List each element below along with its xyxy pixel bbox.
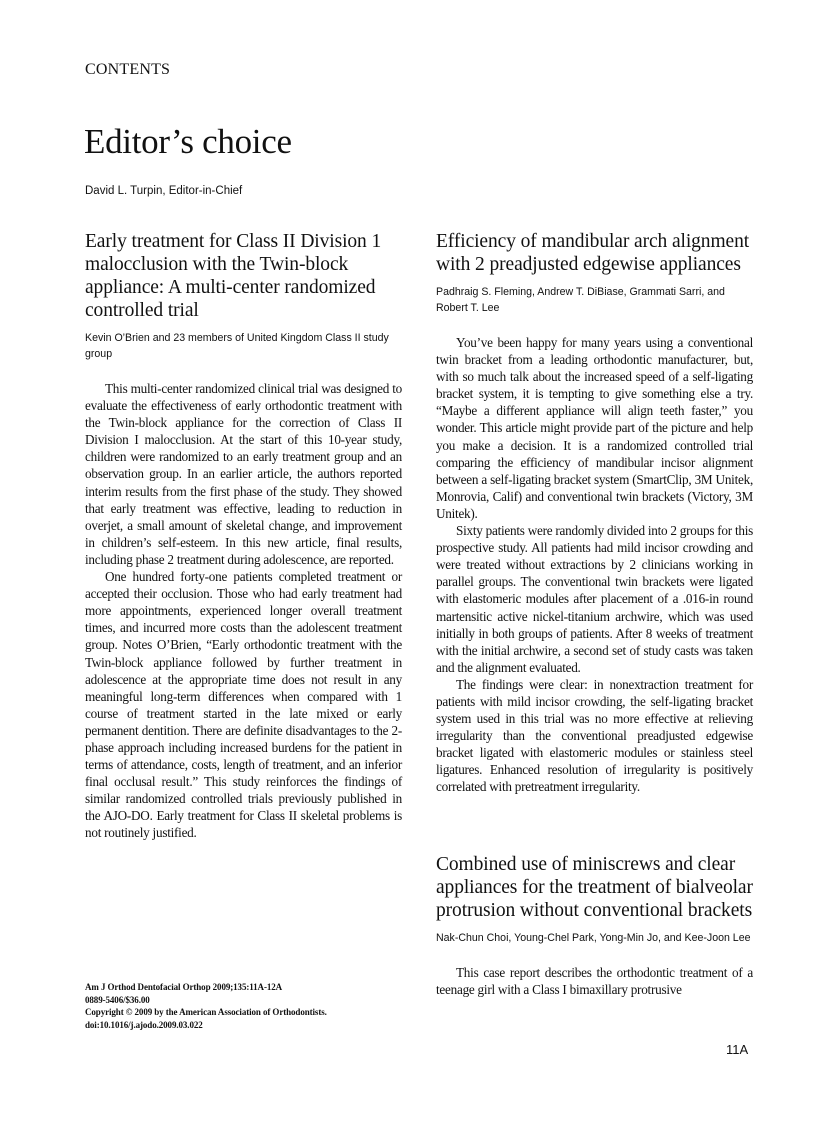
copyright: Copyright © 2009 by the American Association of Orthodontists. xyxy=(85,1007,327,1017)
article-authors: Nak-Chun Choi, Young-Chel Park, Yong-Min Jo, and Kee-Joon Lee xyxy=(436,932,751,944)
article-body xyxy=(436,964,753,998)
paragraph: One hundred forty-one patients completed treatment or accepted their occlusion. Those who had early treatment had more appointments, experienced longer overall treatment times, and incurred more costs than the adolescent treatment group. Notes O’Brien, “Early orthodontic treatment with the Twin-block appliance followed by further treatment in adolescence at the appropriate time does not result in any meaningful long-term differences when compared with 1 course of treatment started in the late mixed or early permanent dentition. There are definite disadvantages to the 2-phase approach including increased burdens for the patient in terms of attendance, costs, length of treatment, and an inferior final occlusal result.” This study reinforces the findings of similar randomized controlled trials previously published in the AJO-DO. Early treatment for Class II skeletal problems is not routinely justified. xyxy=(85,569,402,841)
article-title: Combined use of miniscrews and clear appliances for the treatment of bialveolar protrusion without conventional brackets xyxy=(436,854,753,921)
citation: Am J Orthod Dentofacial Orthop 2009;135:11A-12A xyxy=(85,982,283,992)
paragraph: Sixty patients were randomly divided into 2 groups for this prospective study. All patients had mild incisor crowding and were treated without extractions by 2 clinicians working in parallel groups. The conventional twin brackets were ligated with elastomeric modules after placement of a .016-in round martensitic active nickel-titanium archwire, which was used initially in both groups of patients. After 8 weeks of treatment with the initial archwire, a second set of study casts was taken and the alignment evaluated. xyxy=(436,523,753,675)
article-authors: Padhraig S. Fleming, Andrew T. DiBiase, Grammati Sarri, and Robert T. Lee xyxy=(436,286,725,314)
article-twin-block xyxy=(85,230,402,842)
article-miniscrews xyxy=(436,853,753,998)
citation-footer xyxy=(85,981,385,1031)
paragraph: You’ve been happy for many years using a conventional twin bracket from a leading orthodontic manufacturer, but, with so much talk about the increased speed of a self-ligating bracket system, it is tempting to give something else a try. “Maybe a different appliance will align teeth faster,” you wonder. This article might provide part of the picture and help you make a decision. It is a randomized controlled trial comparing the efficiency of mandibular incisor alignment between a self-ligating bracket system (SmartClip, 3M Unitek, Monrovia, Calif) and conventional twin brackets (Victory, 3M Unitek). xyxy=(436,335,753,521)
page-number: 11A xyxy=(726,1042,749,1057)
article-mandibular-alignment xyxy=(436,230,753,796)
article-title: Early treatment for Class II Division 1 malocclusion with the Twin-block appliance: A multi-center randomized controlled trial xyxy=(85,231,382,321)
doi: doi:10.1016/j.ajodo.2009.03.022 xyxy=(85,1019,203,1030)
article-body xyxy=(85,380,402,842)
article-authors: Kevin O’Brien and 23 members of United Kingdom Class II study group xyxy=(85,332,389,360)
section-label: CONTENTS xyxy=(85,61,171,78)
page-title: Editor’s choice xyxy=(84,122,292,161)
editor-byline: David L. Turpin, Editor-in-Chief xyxy=(85,185,243,197)
paragraph: This multi-center randomized clinical trial was designed to evaluate the effectiveness of early orthodontic treatment with the Twin-block appliance for the correction of Class II Division I malocclusion. At the start of this 10-year study, children were randomized to an early treatment group and an observation group. In an earlier article, the authors reported interim results from the first phase of the study. They showed that early treatment was effective, leading to reduction in overjet, a small amount of skeletal change, and improvement in children’s self-esteem. In this new article, final results, including phase 2 treatment during adolescence, are reported. xyxy=(85,381,402,567)
paragraph: This case report describes the orthodontic treatment of a teenage girl with a Class I bimaxillary protrusive xyxy=(436,965,753,998)
article-body xyxy=(436,334,753,796)
article-title: Efficiency of mandibular arch alignment with 2 preadjusted edgewise appliances xyxy=(436,231,750,275)
issn-price: 0889-5406/$36.00 xyxy=(85,994,150,1005)
paragraph: The findings were clear: in nonextraction treatment for patients with mild incisor crowding, the self-ligating bracket system used in this trial was no more effective at relieving irregularity than the conventional preadjusted edgewise bracket ligated with elastomeric modules or stainless steel ligatures. Enhanced resolution of irregularity is positively correlated with pretreatment irregularity. xyxy=(436,676,753,795)
